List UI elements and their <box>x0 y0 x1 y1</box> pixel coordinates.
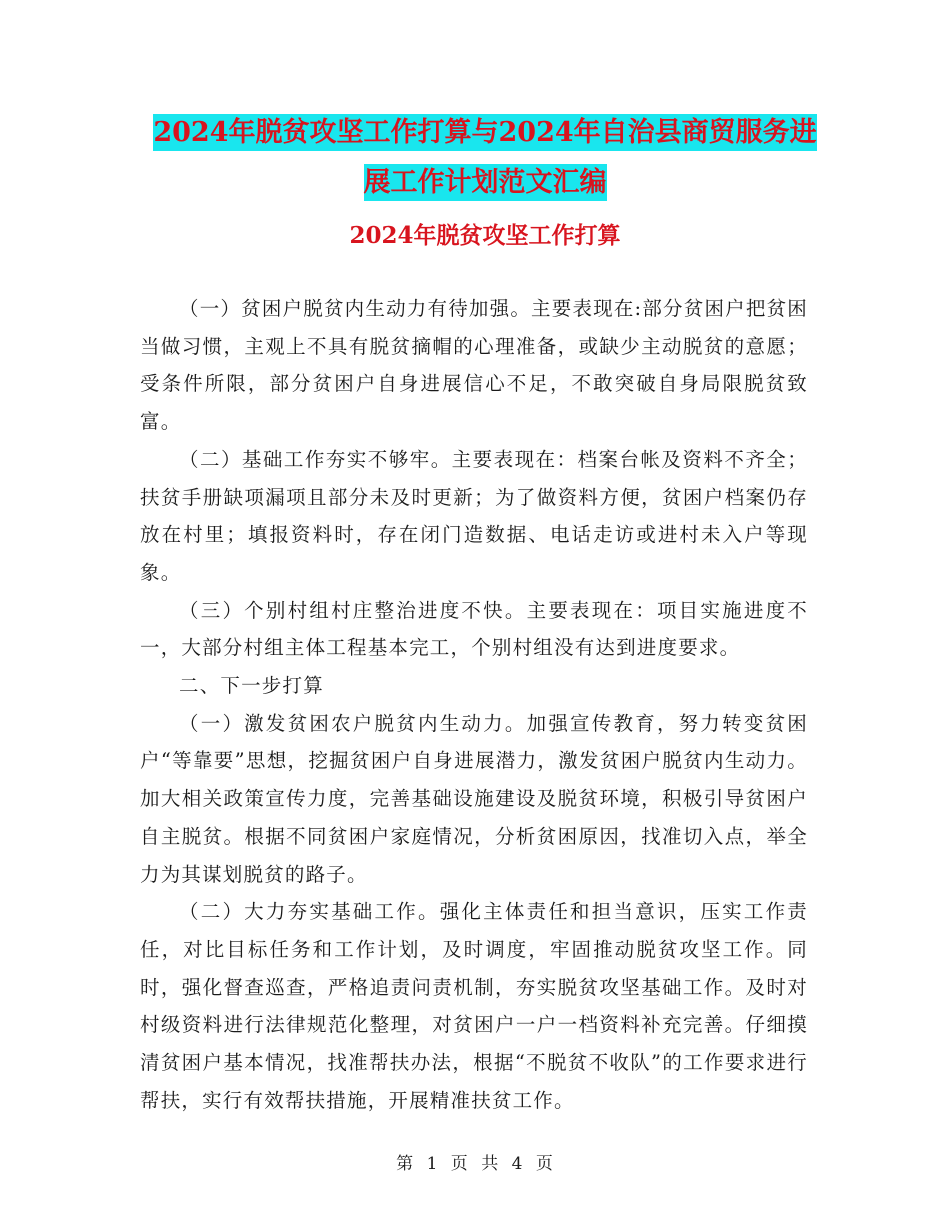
footer-total-pages: 4 <box>511 1154 524 1174</box>
footer-page-word: 页 <box>450 1154 469 1174</box>
paragraph: （一）贫困户脱贫内生动力有待加强。主要表现在:部分贫困户把贫困当做习惯，主观上不具有脱贫摘帽的心理准备，或缺少主动脱贫的意愿；受条件所限，部分贫困户自身进展信心不足，不敢突破自身局限脱贫致富。 <box>140 297 808 434</box>
paragraph: （二）大力夯实基础工作。强化主体责任和担当意识，压实工作责任，对比目标任务和工作计划，及时调度，牢固推动脱贫攻坚工作。同时，强化督查巡查，严格追责问责机制，夯实脱贫攻坚基础工作。及时对村级资料进行法律规范化整理，对贫困户一户一档资料补充完善。仔细摸清贫困户基本情况，找准帮扶办法，根据“不脱贫不收队”的工作要求进行帮扶，实行有效帮扶措施，开展精准扶贫工作。 <box>140 900 808 1112</box>
document-body <box>140 290 808 1119</box>
subsection-heading: 二、下一步打算 <box>179 674 324 698</box>
paragraph: （三）个别村组村庄整治进度不快。主要表现在：项目实施进度不一，大部分村组主体工程基本完工，个别村组没有达到进度要求。 <box>140 598 808 660</box>
paragraph: （一）激发贫困农户脱贫内生动力。加强宣传教育，努力转变贫困户“等靠要”思想，挖掘贫困户自身进展潜力，激发贫困户脱贫内生动力。加大相关政策宣传力度，完善基础设施建设及脱贫环境，积极引导贫困户自主脱贫。根据不同贫困户家庭情况，分析贫困原因，找准切入点，举全力为其谋划脱贫的路子。 <box>140 711 808 886</box>
document-title-line-2: 展工作计划范文汇编 <box>364 164 607 201</box>
footer-total-prefix: 共 <box>481 1154 500 1174</box>
paragraph: （二）基础工作夯实不够牢。主要表现在：档案台帐及资料不齐全；扶贫手册缺项漏项且部分未及时更新；为了做资料方便，贫困户档案仍存放在村里；填报资料时，存在闭门造数据、电话走访或进村未入户等现象。 <box>140 447 808 584</box>
footer-suffix: 页 <box>535 1154 554 1174</box>
footer-prefix: 第 <box>396 1154 415 1174</box>
section-title: 2024年脱贫攻坚工作打算 <box>349 222 621 249</box>
document-title-line-1: 2024年脱贫攻坚工作打算与2024年自治县商贸服务进 <box>153 114 816 151</box>
footer-current-page: 1 <box>426 1154 439 1174</box>
page-footer <box>0 1150 950 1178</box>
document-title <box>140 108 830 208</box>
